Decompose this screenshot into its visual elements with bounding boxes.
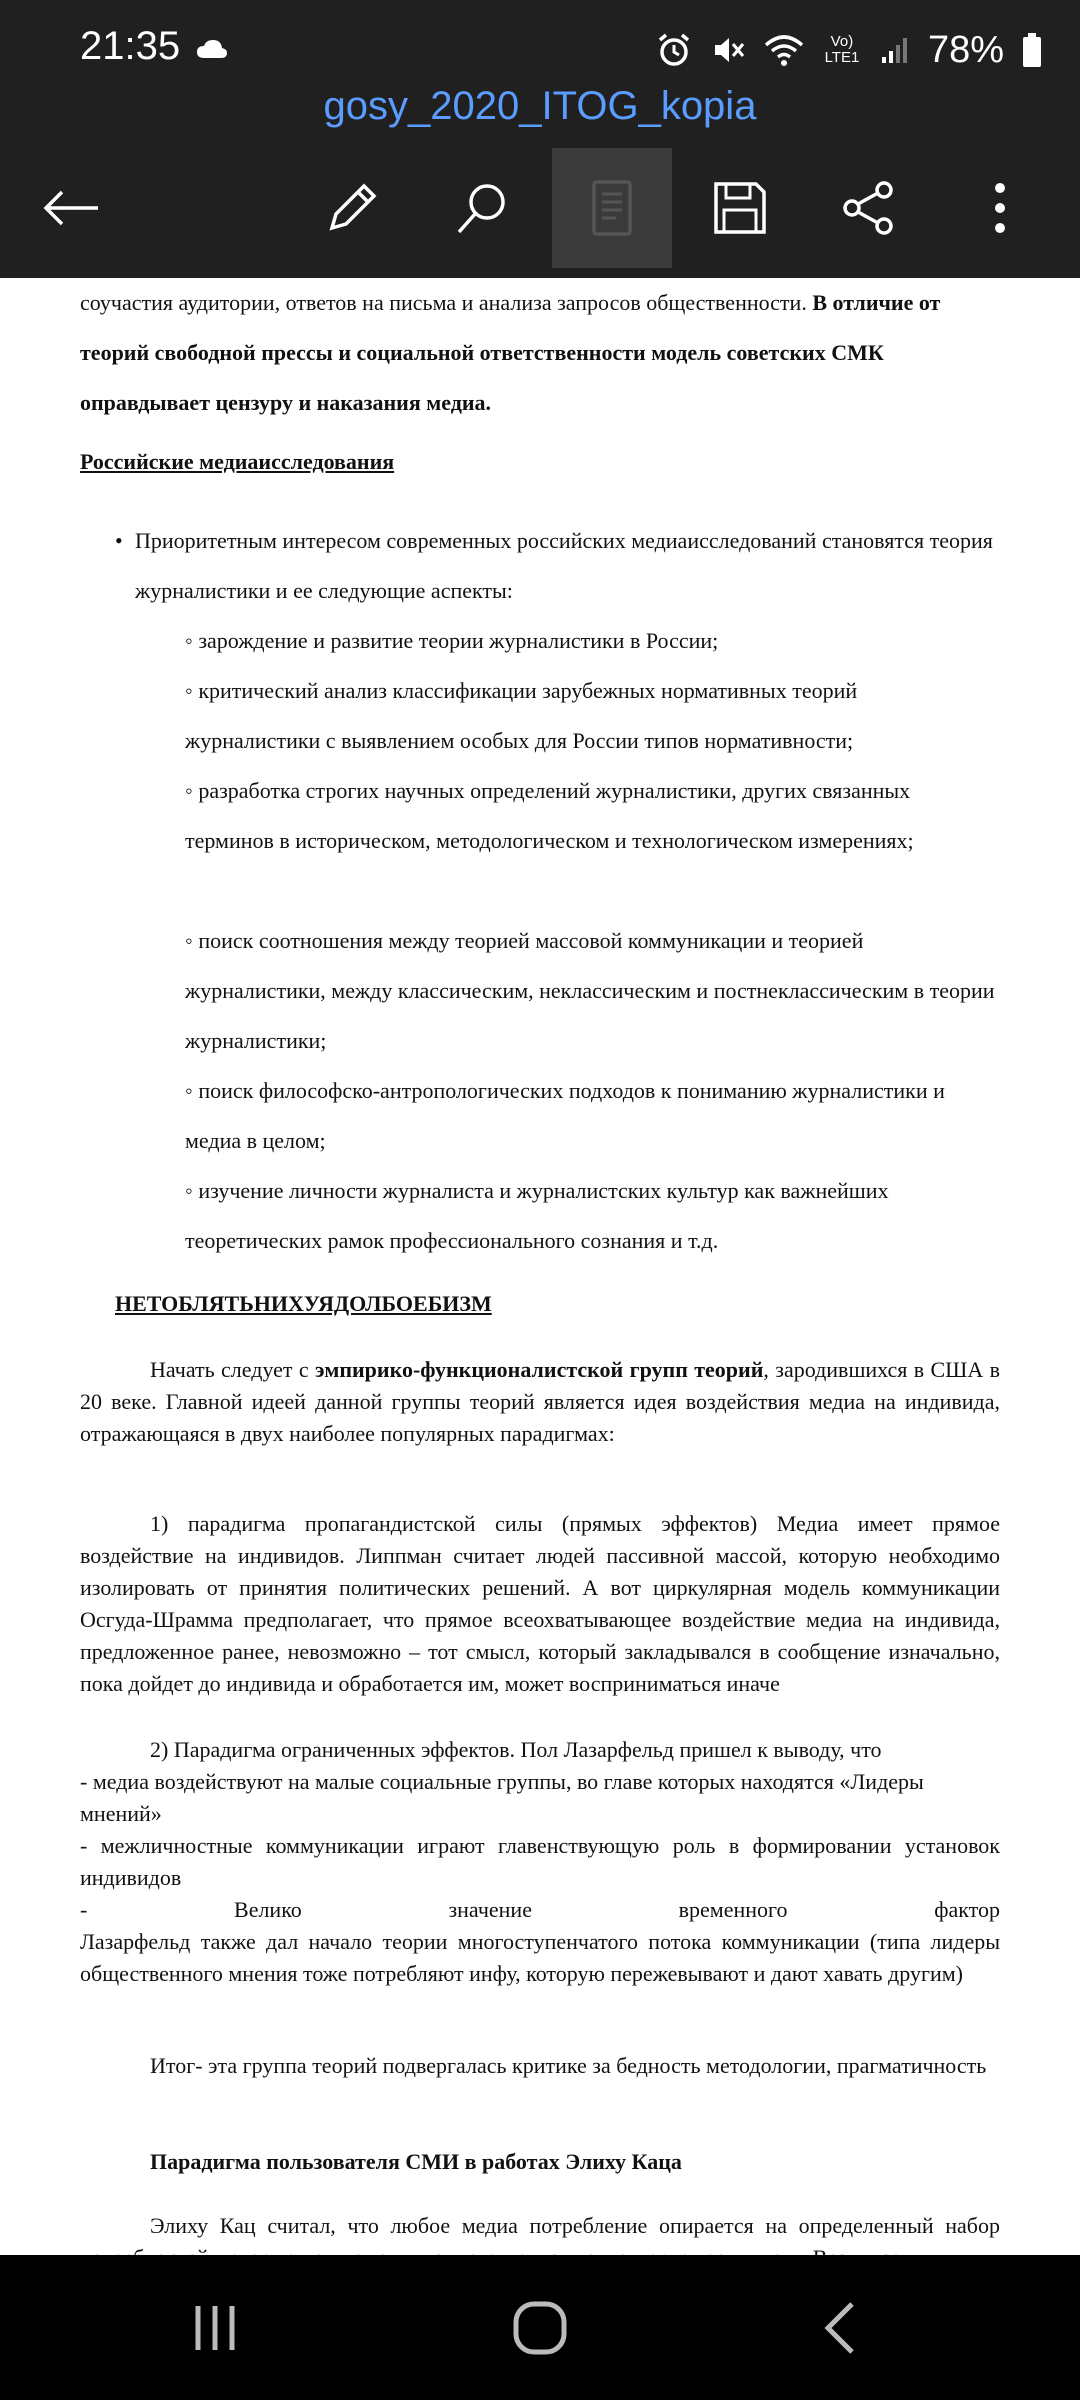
nav-back-button[interactable] xyxy=(760,2255,920,2400)
network-label: Vo) LTE1 xyxy=(824,33,860,66)
search-button[interactable] xyxy=(423,148,543,268)
heading-katz: Парадигма пользователя СМИ в работах Элиху Каца xyxy=(150,2149,682,2174)
home-icon xyxy=(512,2300,568,2356)
sub-item-2: ◦ критический анализ классификации зарубежных нормативных теорий журналистики с выявлением особых для России типов нормативности; xyxy=(185,678,858,753)
word: - xyxy=(80,1897,88,1922)
recent-apps-button[interactable] xyxy=(135,2255,295,2400)
intro-tail: соучастия аудитории, ответов на письма и анализа запросов общественности. xyxy=(80,290,807,315)
intro-paragraph xyxy=(80,278,1000,428)
home-button[interactable] xyxy=(460,2255,620,2400)
paragraph-start-b: , зародившихся в США в 20 веке. Главной идеей данной группы теорий является идея воздействия медиа на индивида, отражающаяся в двух наиболее популярных парадигмах: xyxy=(80,1357,1001,1446)
document-title: gosy_2020_ITOG_kopia xyxy=(323,84,757,128)
status-time: 21:35 xyxy=(80,24,181,68)
bullet-main xyxy=(135,516,995,616)
limited-effects-line-2b: индивидов xyxy=(80,1865,182,1890)
word: значение xyxy=(448,1897,532,1922)
back-button[interactable] xyxy=(10,148,130,268)
limited-effects-line-3 xyxy=(80,1894,1000,1926)
sub-item-text: зарождение и развитие теории журналистики в России; xyxy=(198,628,719,653)
paragraph-start-bold: эмпирико-функционалистской групп теорий xyxy=(315,1357,764,1382)
pencil-icon xyxy=(322,178,382,238)
limited-effects-line-2 xyxy=(80,1830,1000,1894)
battery-percent: 78% xyxy=(927,28,1004,71)
word: временного xyxy=(678,1897,788,1922)
signal-icon xyxy=(880,35,910,65)
paragraph-start-a: Начать следует с xyxy=(150,1357,309,1382)
top-app-bar xyxy=(0,0,1080,278)
intro-bold: В отличие от теорий свободной прессы и социальной ответственности модель советских СМК оправдывает цензуру и наказания медиа. xyxy=(80,290,941,415)
paragraph-limited-effects: 2) Парадигма ограниченных эффектов. Пол Лазарфельд пришел к выводу, что xyxy=(150,1737,882,1762)
edit-button[interactable] xyxy=(292,148,412,268)
paragraph-direct-effects: 1) парадигма пропагандистской силы (прямых эффектов) Медиа имеет прямое воздействие на индивидов. Липпман считает людей пассивной массой, которую необходимо изолировать от принятия политических решений. А вот циркулярная модель коммуникации Осгуда-Шрамма предполагает, что прямое всеохватывающее воздействие медиа на индивида, предложенное ранее, невозможно – тот смысл, который закладывался в сообщение изначально, пока дойдет до индивида и обработается им, может восприниматься иначе xyxy=(80,1511,1000,1696)
more-vertical-icon xyxy=(990,180,1010,236)
arrow-left-icon xyxy=(40,188,100,228)
recent-apps-icon xyxy=(190,2302,240,2354)
sub-item-5: ◦ поиск философско-антропологических подходов к пониманию журналистики и медиа в целом; xyxy=(185,1078,945,1153)
back-chevron-icon xyxy=(820,2300,860,2356)
cloud-icon xyxy=(196,38,228,60)
system-nav-bar xyxy=(0,2255,1080,2400)
sub-item-text: критический анализ классификации зарубежных нормативных теорий журналистики с выявлением особых для России типов нормативности; xyxy=(185,678,858,753)
sub-item-text: поиск философско-антропологических подходов к пониманию журналистики и медиа в целом; xyxy=(185,1078,945,1153)
sub-item-4: ◦ поиск соотношения между теорией массовой коммуникации и теорией журналистики, между классическим, неклассическим и постнеклассическим в теории журналистики; xyxy=(185,928,995,1053)
heading-russian-media: Российские медиаисследования xyxy=(80,449,395,474)
share-icon xyxy=(840,180,896,236)
document-content[interactable] xyxy=(0,278,1080,2255)
word: Велико xyxy=(234,1897,302,1922)
sub-item-text: поиск соотношения между теорией массовой коммуникации и теорией журналистики, между классическим, неклассическим и постнеклассическим в теории журналистики; xyxy=(185,928,995,1053)
paragraph-start xyxy=(80,1354,1000,1450)
search-icon xyxy=(453,178,513,238)
sub-item-1: ◦ зарождение и развитие теории журналистики в России; xyxy=(185,628,719,653)
limited-effects-line-2a: - межличностные коммуникации играют главенствующую роль в формировании установок xyxy=(80,1833,1000,1858)
vibrate-mute-icon xyxy=(710,32,746,68)
paragraph-katz: Элиху Кац считал, что любое медиа потребление опирается на определенный набор xyxy=(150,2213,1000,2238)
paragraph-itog: Итог- эта группа теорий подвергалась критике за бедность методологии, прагматичность xyxy=(150,2053,987,2078)
floppy-disk-icon xyxy=(712,180,768,236)
status-icons xyxy=(656,20,1042,80)
limited-effects-line-1: - медиа воздействуют на малые социальные группы, во главе которых находятся «Лидеры мнений» xyxy=(80,1769,924,1826)
more-options-button[interactable] xyxy=(940,148,1060,268)
document-view-icon xyxy=(590,178,634,238)
alarm-icon xyxy=(656,32,692,68)
limited-effects-line-4: Лазарфельд также дал начало теории многоступенчатого потока коммуникации (типа лидеры общественного мнения тоже потребляют инфу, которую пережевывают и дают хавать другим) xyxy=(80,1929,1000,1986)
share-button[interactable] xyxy=(808,148,928,268)
sub-item-6: ◦ изучение личности журналиста и журналистских культур как важнейших теоретических рамок профессионального сознания и т.д. xyxy=(185,1178,889,1253)
battery-icon xyxy=(1022,32,1042,68)
bullet-dot: • xyxy=(115,528,123,553)
save-button[interactable] xyxy=(680,148,800,268)
sub-item-3: ◦ разработка строгих научных определений журналистики, других связанных терминов в историческом, методологическом и технологическом измерениях; xyxy=(185,778,914,853)
heading-caps: НЕТОБЛЯТЬНИХУЯДОЛБОЕБИЗМ xyxy=(115,1291,492,1316)
word: фактор xyxy=(934,1897,1000,1922)
wifi-icon xyxy=(764,33,804,67)
bullet-main-text: Приоритетным интересом современных российских медиаисследований становятся теория журналистики и ее следующие аспекты: xyxy=(135,528,993,603)
sub-item-text: изучение личности журналиста и журналистских культур как важнейших теоретических рамок профессионального сознания и т.д. xyxy=(185,1178,889,1253)
sub-item-text: разработка строгих научных определений журналистики, других связанных терминов в историческом, методологическом и технологическом измерениях; xyxy=(185,778,914,853)
view-mode-button[interactable] xyxy=(552,148,672,268)
